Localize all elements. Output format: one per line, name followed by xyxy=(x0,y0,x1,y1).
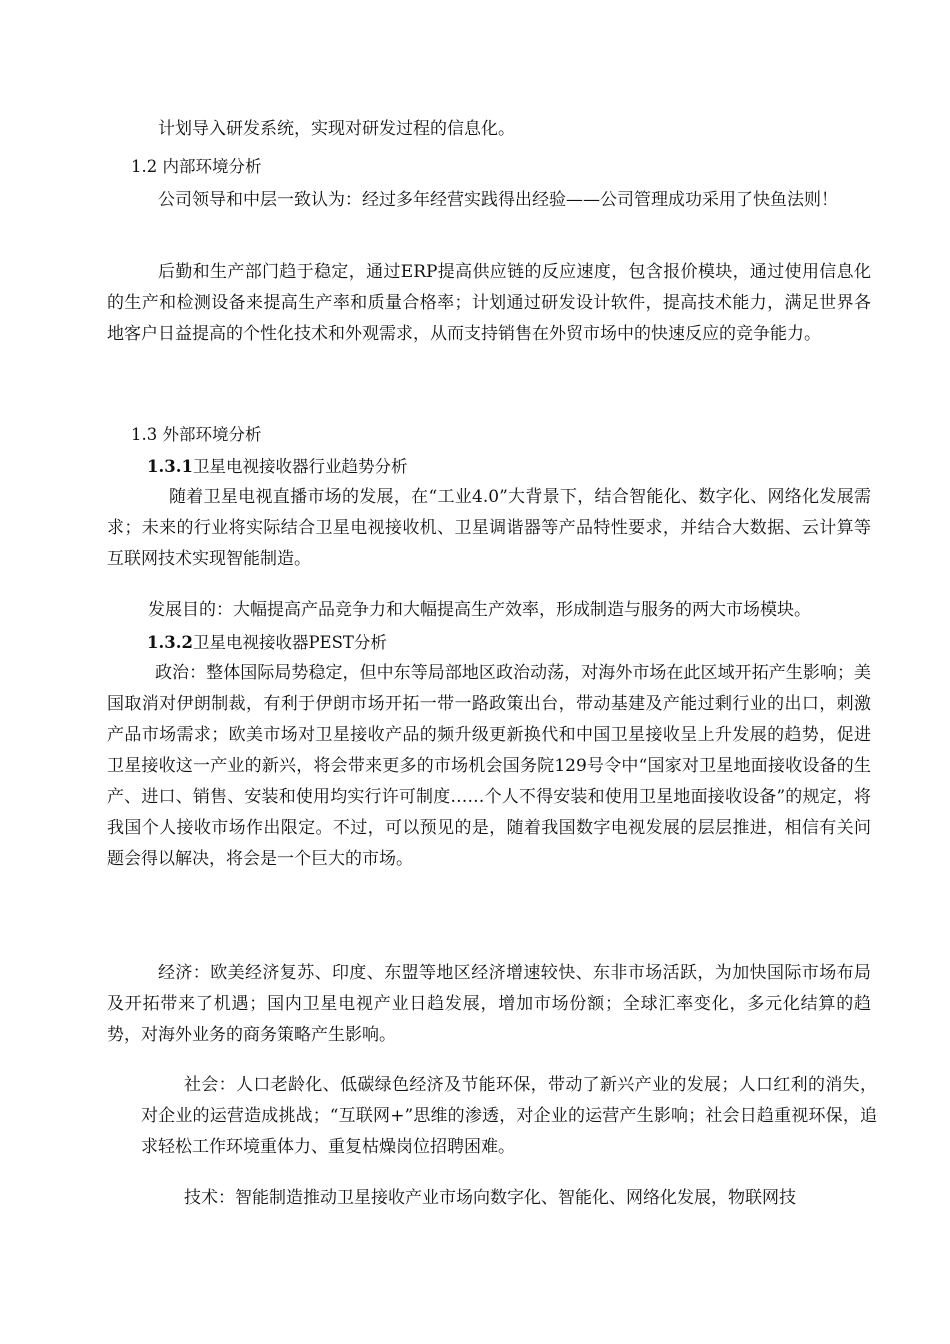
paragraph-leaders: 公司领导和中层一致认为：经过多年经营实践得出经验——公司管理成功采用了快鱼法则！ xyxy=(158,190,838,210)
paragraph-politics: 政治：整体国际局势稳定，但中东等局部地区政治动荡，对海外市场在此区域开拓产生影响；美国取消对伊朗制裁，有利于伊朗市场开拓一带一路政策出台，带动基建及产能过剩行业的出口，刺激产品市场需求；欧美市场对卫星接收产品的频升级更新换代和中国卫星接收呈上升发展的趋势，促进卫星接收这一产业的新兴，将会带来更多的市场机会国务院129号令中“国家对卫星地面接收设备的生产、进口、销售、安装和使用均实行许可制度……个人不得安装和使用卫星地面接收设备”的规定，将我国个人接收市场作出限定。不过，可以预见的是，随着我国数字电视发展的层层推进，相信有关问题会得以解决，将会是一个巨大的市场。 xyxy=(107,663,871,869)
heading-1-3-1-number: 1.3.1 xyxy=(147,457,193,476)
paragraph-goal: 发展目的：大幅提高产品竞争力和大幅提高生产效率，形成制造与服务的两大市场模块。 xyxy=(148,600,811,620)
heading-1-3-1-text: 卫星电视接收器行业趋势分析 xyxy=(192,457,408,476)
paragraph-trend: 随着卫星电视直播市场的发展，在“工业4.0”大背景下，结合智能化、数字化、网络化发展需求；未来的行业将实际结合卫星电视接收机、卫星调谐器等产品特性要求，并结合大数据、云计算等互联网技术实现智能制造。 xyxy=(107,487,871,569)
heading-1-3: 1.3 外部环境分析 xyxy=(131,425,262,444)
paragraph-tech: 技术：智能制造推动卫星接收产业市场向数字化、智能化、网络化发展，物联网技 xyxy=(184,1188,796,1208)
heading-1-2: 1.2 内部环境分析 xyxy=(131,157,262,176)
heading-1-3-2-number: 1.3.2 xyxy=(147,633,193,652)
paragraph-logistics: 后勤和生产部门趋于稳定，通过ERP提高供应链的反应速度，包含报价模块，通过使用信息化的生产和检测设备来提高生产率和质量合格率；计划通过研发设计软件，提高技术能力，满足世界各地客户日益提高的个性化技术和外观需求，从而支持销售在外贸市场中的快速反应的竞争能力。 xyxy=(107,262,871,344)
heading-1-3-1 xyxy=(147,456,407,478)
paragraph-intro: 计划导入研发系统，实现对研发过程的信息化。 xyxy=(158,119,515,139)
heading-1-3-2-text: 卫星电视接收器PEST分析 xyxy=(192,633,387,652)
paragraph-economy: 经济：欧美经济复苏、印度、东盟等地区经济增速较快、东非市场活跃，为加快国际市场布局及开拓带来了机遇；国内卫星电视产业日趋发展，增加市场份额；全球汇率变化，多元化结算的趋势，对海外业务的商务策略产生影响。 xyxy=(107,963,871,1045)
paragraph-society: 社会：人口老龄化、低碳绿色经济及节能环保，带动了新兴产业的发展；人口红利的消失，对企业的运营造成挑战；“互联网+”思维的渗透，对企业的运营产生影响；社会日趋重视环保，追求轻松工作环境重体力、重复枯燥岗位招聘困难。 xyxy=(141,1075,877,1157)
heading-1-3-2 xyxy=(147,632,387,654)
